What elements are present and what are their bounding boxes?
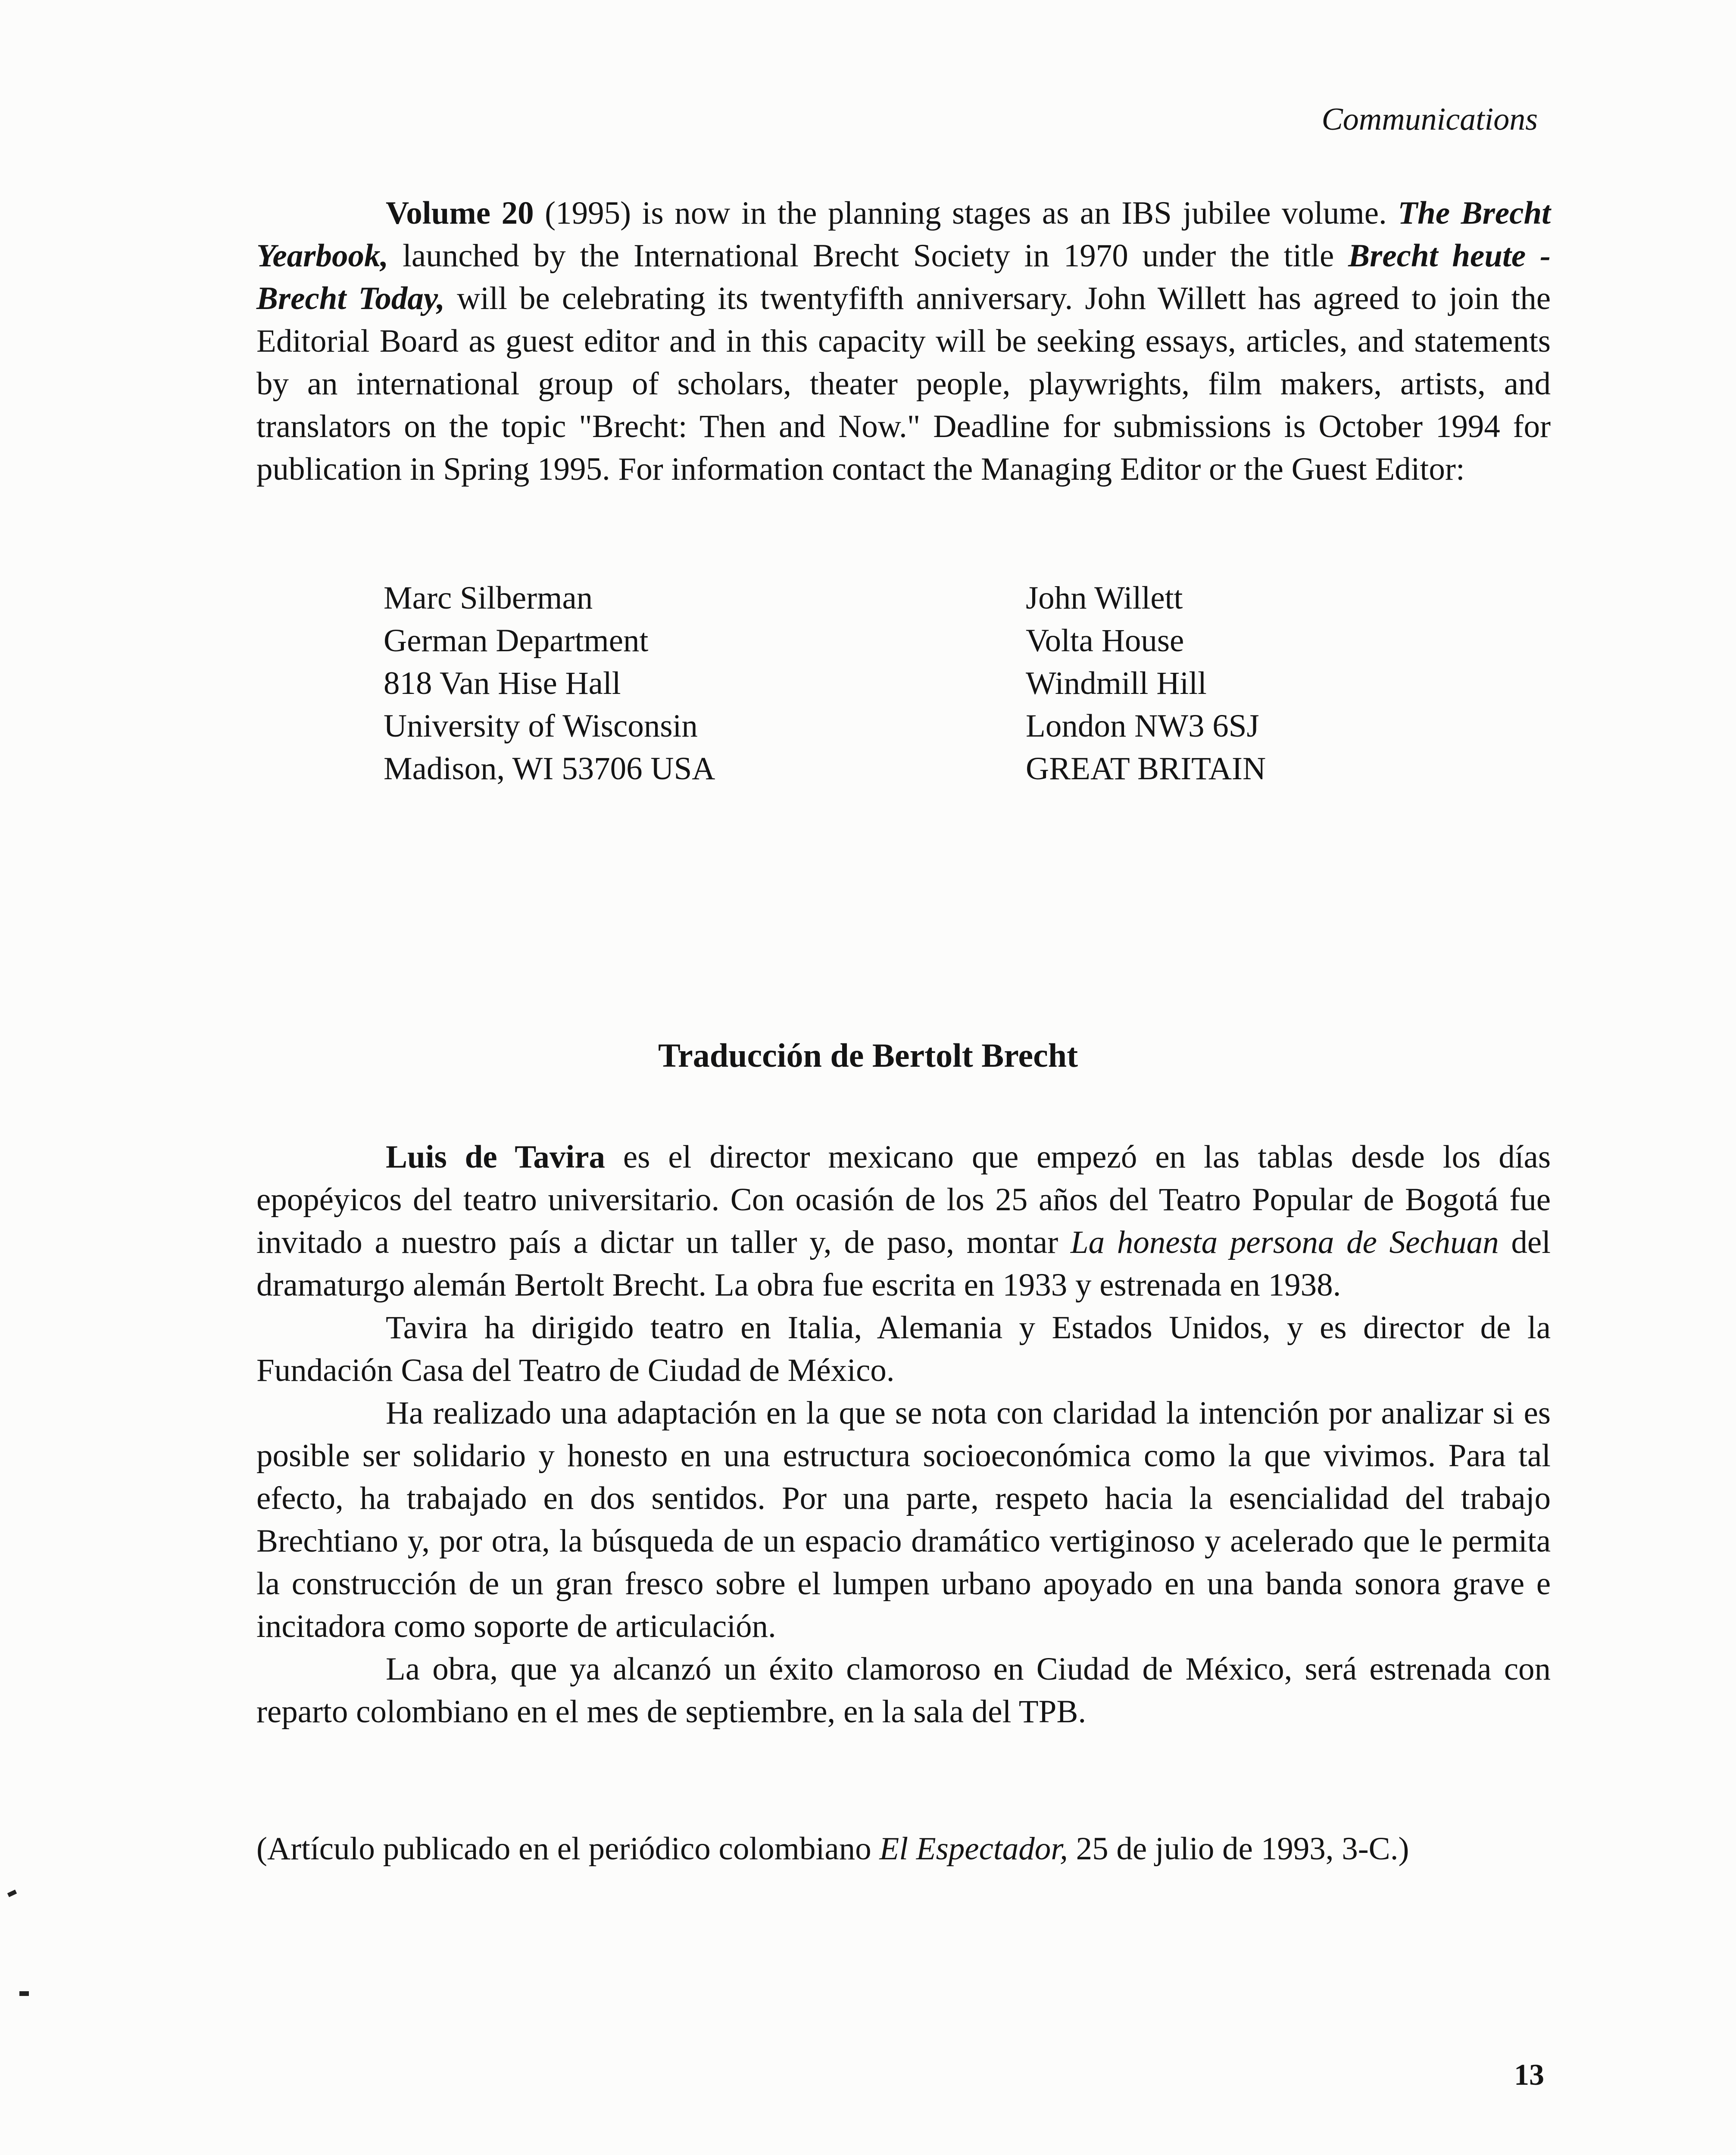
announcement-text-2: launched by the International Brecht Society in 1970 under the title [388, 238, 1349, 274]
announcement-text-1: (1995) is now in the planning stages as an IBS jubilee volume. [534, 195, 1398, 231]
address-line: London NW3 6SJ [1026, 708, 1259, 744]
article-paragraph-3: Ha realizado una adaptación en la que se nota con claridad la intención por analizar si es posible ser solidario y honesto en una estructura socioeconómica como la que vivimos. Para tal efecto, ha trabajado en dos sentidos. Por una parte, respeto hacia la esencialidad del trabajo Brechtiano y, por otra, la búsqueda de un espacio dramático vertiginoso y acelerado que le permita la construcción de un gran fresco sobre el lumpen urbano apoyado en una banda sonora grave e incitadora como soporte de articulación. [256, 1395, 1551, 1644]
address-line: Volta House [1026, 623, 1184, 659]
article-text-2: del dramaturgo alemán Bertolt Brecht. La obra fue escrita en 1933 y estrenada en 1938. [256, 1224, 1551, 1303]
article-paragraph-4: La obra, que ya alcanzó un éxito clamoroso en Ciudad de México, será estrenada con reparto colombiano en el mes de septiembre, en la sala del TPB. [256, 1651, 1551, 1730]
managing-editor-address [384, 577, 715, 790]
article-body [256, 1136, 1551, 1733]
scan-speck [7, 1890, 17, 1897]
yearbook-title: The Brecht Yearbook, [256, 195, 1551, 274]
original-title: Brecht heute - Brecht Today, [256, 238, 1551, 316]
volume-lead: Volume 20 [386, 195, 534, 231]
article-citation [256, 1827, 1551, 1870]
play-title: La honesta persona de Sechuan [1070, 1224, 1499, 1260]
announcement-text-3: will be celebrating its twentyfifth anniversary. John Willett has agreed to join the Editorial Board as guest editor and in this capacity will be seeking essays, articles, and statements by an international group of scholars, theater people, playwrights, film makers, artists, and translators on the topic "Brecht: Then and Now." Deadline for submissions is October 1994 for publication in Spring 1995. For information contact the Managing Editor or the Guest Editor: [256, 281, 1551, 487]
citation-source: El Espectador, [879, 1831, 1068, 1867]
address-line: University of Wisconsin [384, 708, 698, 744]
address-line: German Department [384, 623, 649, 659]
article-paragraph-2: Tavira ha dirigido teatro en Italia, Alemania y Estados Unidos, y es director de la Fundación Casa del Teatro de Ciudad de México. [256, 1310, 1551, 1388]
address-line: John Willett [1026, 580, 1183, 616]
article-heading: Traducción de Bertolt Brecht [658, 1037, 1078, 1074]
address-line: Madison, WI 53706 USA [384, 751, 715, 787]
address-line: Windmill Hill [1026, 665, 1207, 701]
page-number: 13 [1514, 2058, 1544, 2092]
running-title: Communications [1321, 102, 1538, 137]
guest-editor-address [1026, 577, 1266, 790]
announcement-section [256, 192, 1551, 490]
address-line: GREAT BRITAIN [1026, 751, 1266, 787]
announcement-paragraph [256, 192, 1551, 490]
citation-suffix: 25 de julio de 1993, 3-C.) [1068, 1831, 1409, 1867]
article-text-1: es el director mexicano que empezó en las tablas desde los días epopéyicos del teatro universitario. Con ocasión de los 25 años del Teatro Popular de Bogotá fue invitado a nuestro país a dictar un taller y, de paso, montar [256, 1139, 1551, 1260]
scan-speck [19, 1991, 29, 1996]
address-line: Marc Silberman [384, 580, 593, 616]
article-paragraph-1 [256, 1136, 1551, 1306]
address-line: 818 Van Hise Hall [384, 665, 621, 701]
director-name: Luis de Tavira [386, 1139, 606, 1175]
citation-prefix: (Artículo publicado en el periódico colombiano [256, 1831, 880, 1867]
